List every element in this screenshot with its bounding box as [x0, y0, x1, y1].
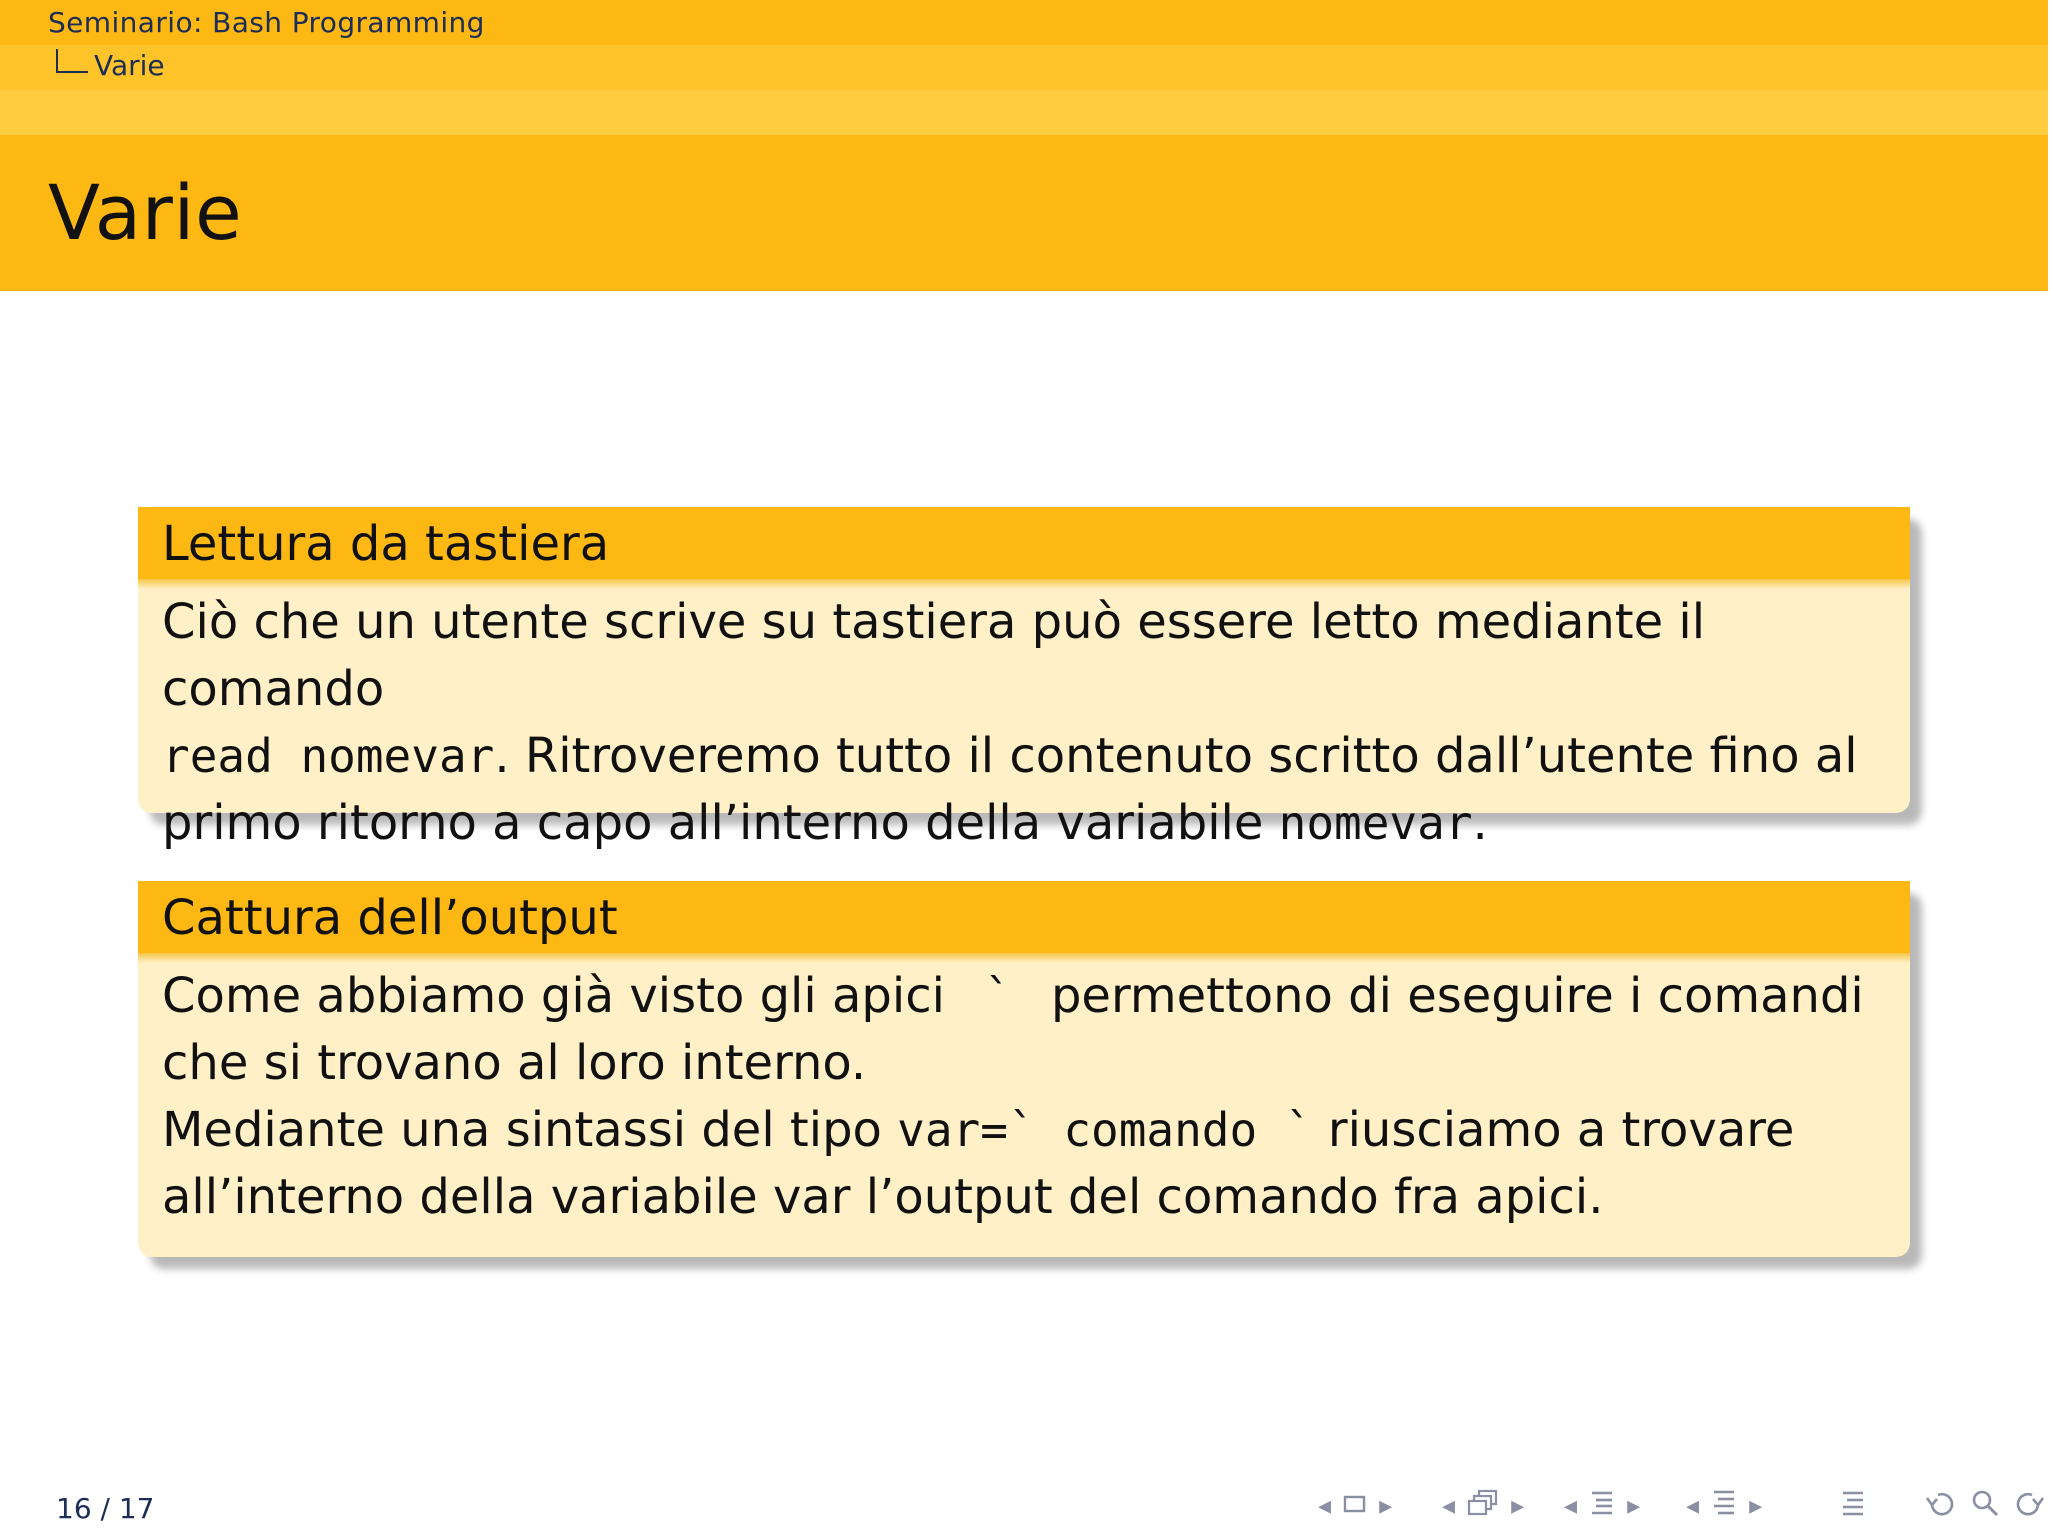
body-line	[162, 723, 1886, 790]
undo-icon[interactable]	[1924, 1488, 1958, 1525]
arrow-right-icon[interactable]: ▸	[1511, 1491, 1525, 1521]
body-text: Mediante una sintassi del tipo	[162, 1102, 898, 1158]
toc-icon[interactable]	[1840, 1489, 1866, 1524]
block-title-separator	[138, 579, 1910, 589]
frame-title-bar	[0, 135, 2048, 291]
arrow-right-icon[interactable]: ▸	[1379, 1491, 1393, 1521]
page-title: Varie	[48, 168, 243, 257]
breadcrumb-section[interactable]: Varie	[94, 49, 165, 82]
header-band-bottom	[0, 90, 2048, 135]
block-title: Lettura da tastiera	[138, 507, 1910, 579]
arrow-left-icon[interactable]: ◂	[1442, 1491, 1456, 1521]
code-command-substitution: var=` comando `	[897, 1103, 1313, 1157]
block-body	[138, 589, 1910, 865]
header-band-middle	[0, 45, 2048, 90]
body-text: Come abbiamo già visto gli apici	[162, 968, 945, 1024]
arrow-left-icon[interactable]: ◂	[1318, 1491, 1332, 1521]
body-text: all’interno della variabile var l’output del comando fra apici.	[162, 1169, 1604, 1225]
search-icon[interactable]	[1970, 1488, 2000, 1525]
body-text: che si trovano al loro interno.	[162, 1035, 867, 1091]
body-line	[162, 1030, 1886, 1097]
code-variable-name: nomevar	[1278, 796, 1473, 850]
page-number: 16 / 17	[56, 1492, 155, 1525]
code-backtick: `	[984, 969, 1012, 1023]
nav-document-group	[1680, 1488, 1768, 1524]
tree-corner-icon	[56, 49, 88, 73]
body-text: . Ritroveremo tutto il contenuto scritto dall’utente fino al	[494, 728, 1858, 784]
body-line	[162, 589, 1886, 723]
code-read-command: read nomevar	[162, 729, 495, 783]
subsection-icon[interactable]	[1467, 1489, 1499, 1524]
section-icon[interactable]	[1589, 1489, 1615, 1524]
body-line	[162, 963, 1886, 1030]
nav-subsection-group	[1436, 1488, 1530, 1524]
nav-section-group	[1558, 1488, 1646, 1524]
nav-frame-group	[1312, 1488, 1398, 1524]
arrow-left-icon[interactable]: ◂	[1686, 1491, 1700, 1521]
breadcrumb-presentation-title[interactable]: Seminario: Bash Programming	[48, 6, 485, 39]
body-line	[162, 790, 1886, 857]
nav-toc	[1834, 1488, 1872, 1524]
block-title-separator	[138, 953, 1910, 963]
frame-icon[interactable]	[1343, 1491, 1367, 1521]
arrow-right-icon[interactable]: ▸	[1627, 1491, 1641, 1521]
block-title: Cattura dell’output	[138, 881, 1910, 953]
arrow-right-icon[interactable]: ▸	[1749, 1491, 1763, 1521]
block-body	[138, 963, 1910, 1239]
body-line	[162, 1097, 1886, 1164]
arrow-left-icon[interactable]: ◂	[1564, 1491, 1578, 1521]
redo-icon[interactable]	[2012, 1488, 2046, 1525]
body-line	[162, 1164, 1886, 1231]
body-text: .	[1472, 795, 1488, 851]
block-output-capture	[138, 881, 1910, 1257]
body-text: permettono di eseguire i comandi	[1050, 968, 1864, 1024]
document-icon[interactable]	[1711, 1489, 1737, 1524]
body-text: riusciamo a trovare	[1312, 1102, 1795, 1158]
nav-tools	[1918, 1488, 2052, 1524]
body-text: Ciò che un utente scrive su tastiera può essere letto mediante il comando	[162, 594, 1706, 717]
body-text: primo ritorno a capo all’interno della variabile	[162, 795, 1279, 851]
block-keyboard-input	[138, 507, 1910, 851]
